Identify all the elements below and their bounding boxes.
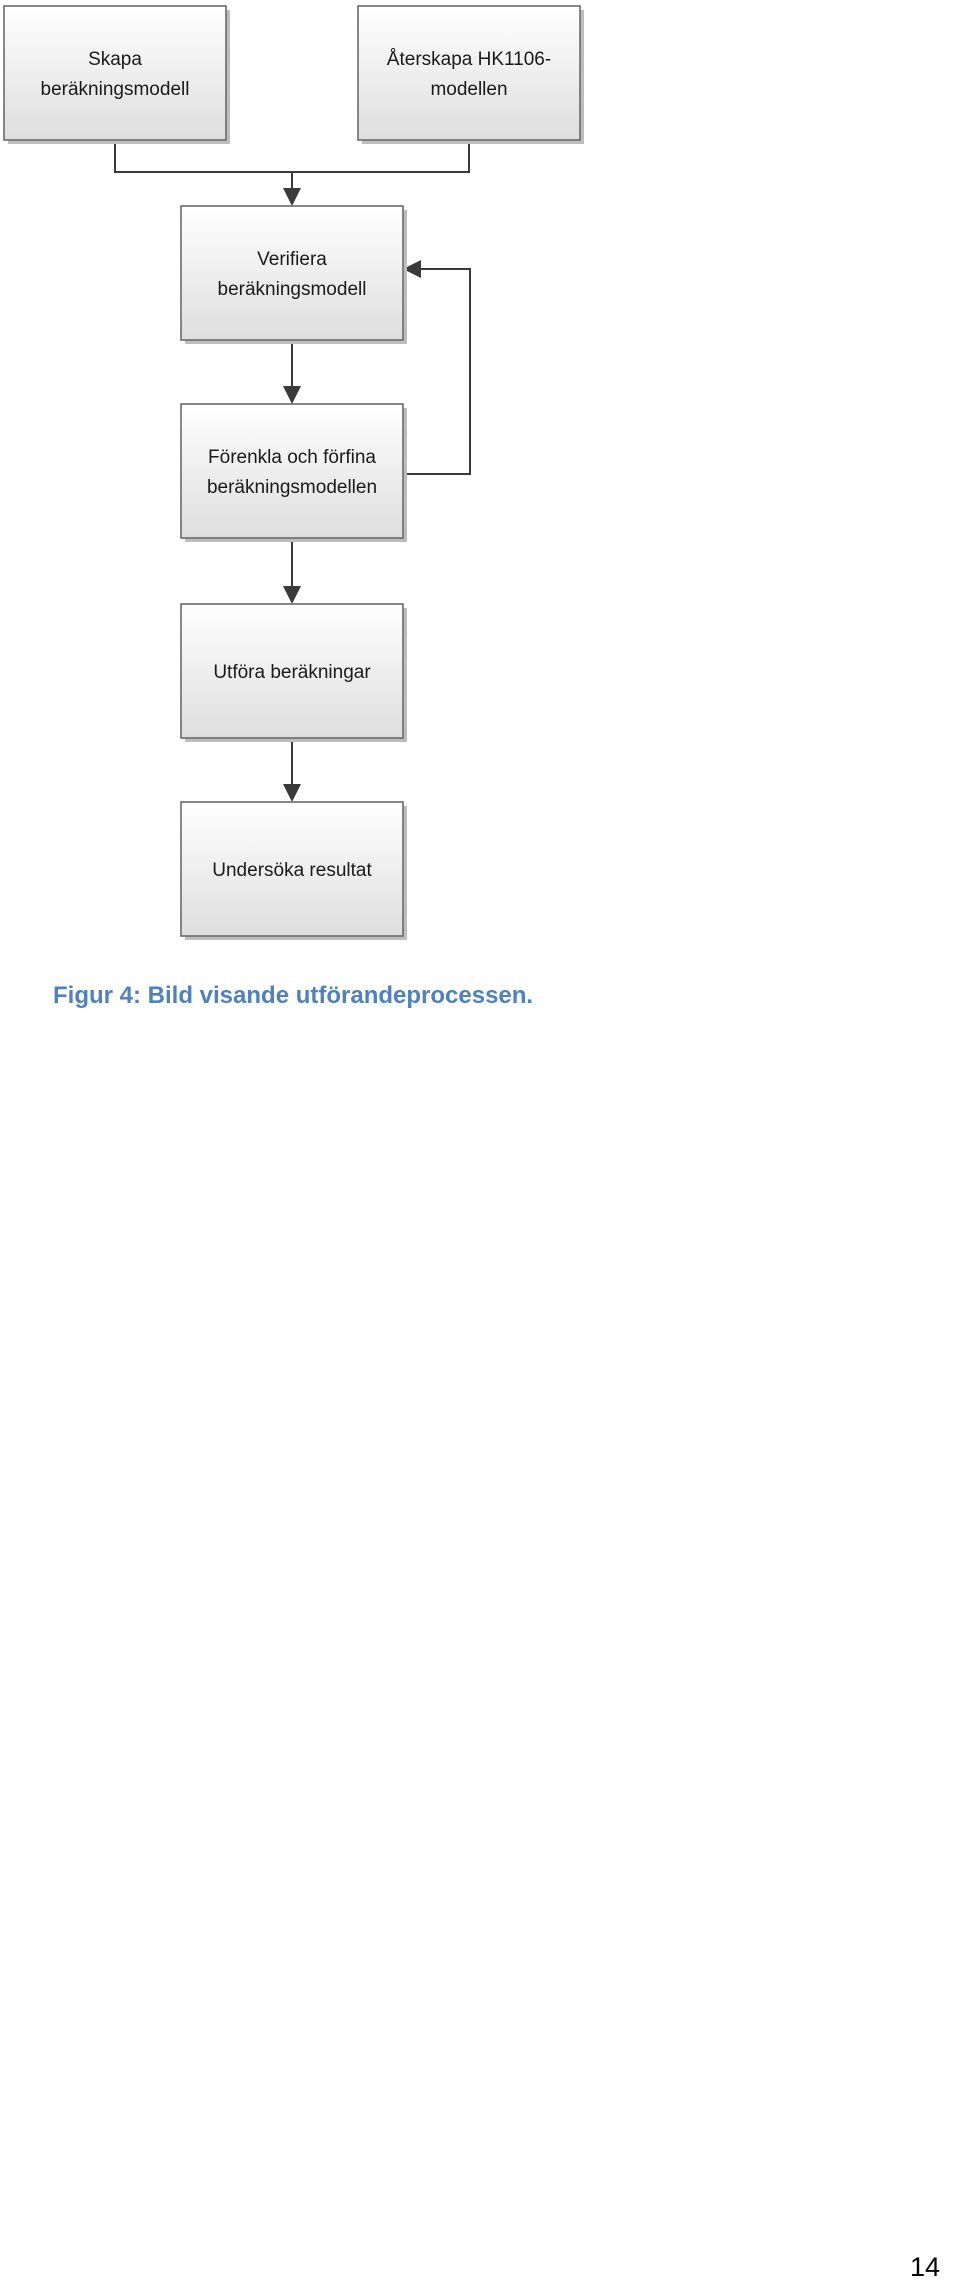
node-label: Förenkla och förfina <box>208 447 376 468</box>
node-label: beräkningsmodell <box>40 79 190 100</box>
flow-node-forenkla <box>181 404 407 542</box>
node-label: Verifiera <box>257 249 327 270</box>
edge-merge-top <box>115 140 469 172</box>
flow-node-utfora <box>181 604 407 742</box>
flow-node-undersoka <box>181 802 407 940</box>
page-number: 14 <box>909 2252 940 2282</box>
node-box <box>4 6 226 140</box>
arrowhead-to-undersoka <box>283 784 301 802</box>
arrowhead-to-utfora <box>283 586 301 604</box>
node-label: Återskapa HK1106- <box>386 49 552 70</box>
arrowhead-to-verifiera <box>283 188 301 206</box>
edge-feedback-loop <box>403 269 470 474</box>
node-label: beräkningsmodell <box>217 279 367 300</box>
flow-node-verifiera <box>181 206 407 344</box>
node-label: Undersöka resultat <box>212 860 372 881</box>
flow-node-aterskapa <box>358 6 584 144</box>
node-label: Utföra beräkningar <box>213 662 371 683</box>
flow-node-skapa <box>4 6 230 144</box>
node-box <box>181 404 403 538</box>
node-box <box>358 6 580 140</box>
node-label: Skapa <box>88 49 142 70</box>
node-label: beräkningsmodellen <box>206 477 378 498</box>
figure-caption: Figur 4: Bild visande utförandeprocessen. <box>53 982 534 1009</box>
arrowhead-to-forenkla <box>283 386 301 404</box>
node-box <box>181 206 403 340</box>
node-label: modellen <box>430 79 508 100</box>
process-flowchart <box>0 0 960 960</box>
node-layer <box>4 6 584 940</box>
